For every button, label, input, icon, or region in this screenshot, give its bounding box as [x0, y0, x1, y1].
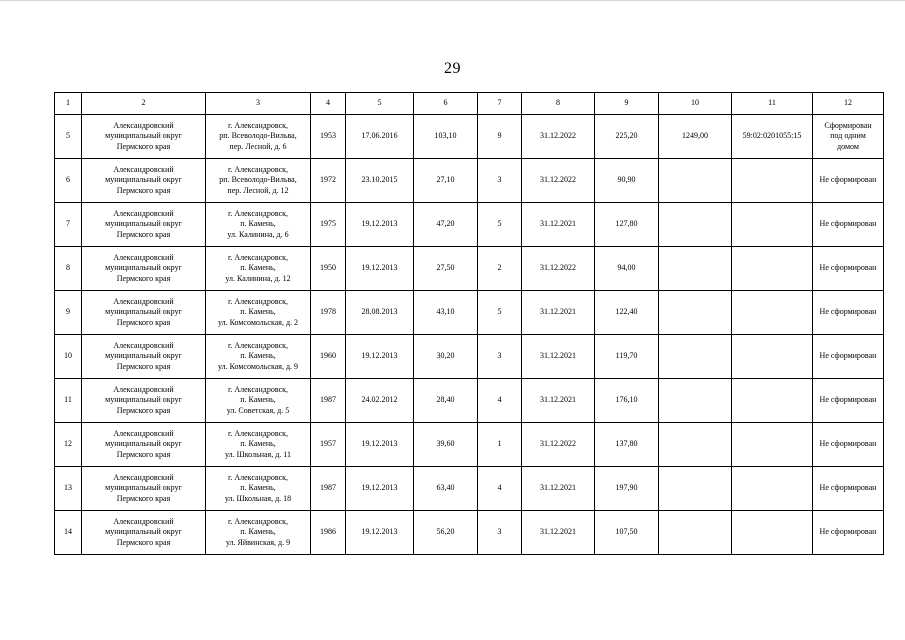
count-cell: 9	[478, 115, 522, 159]
column-header: 5	[346, 93, 414, 115]
table-row	[55, 467, 884, 511]
municipality-cell: Александровский муниципальный округ Пермского края	[82, 291, 206, 335]
col10-cell	[659, 467, 732, 511]
date-cell: 19.12.2013	[346, 511, 414, 555]
address-cell: г. Александровск, п. Камень, ул. Комсомольская, д. 2	[206, 291, 311, 335]
table-row	[55, 115, 884, 159]
deadline-cell: 31.12.2022	[522, 115, 595, 159]
municipality-cell: Александровский муниципальный округ Пермского края	[82, 423, 206, 467]
table-row	[55, 379, 884, 423]
area-cell: 103,10	[414, 115, 478, 159]
municipality-cell: Александровский муниципальный округ Пермского края	[82, 379, 206, 423]
table-row	[55, 423, 884, 467]
row-number: 13	[55, 467, 82, 511]
area-cell: 56,20	[414, 511, 478, 555]
table-row	[55, 511, 884, 555]
count-cell: 1	[478, 423, 522, 467]
column-header: 4	[311, 93, 346, 115]
row-number: 12	[55, 423, 82, 467]
cadastral-cell	[732, 467, 813, 511]
count-cell: 4	[478, 379, 522, 423]
status-cell: Не сформирован	[813, 291, 884, 335]
cadastral-cell	[732, 423, 813, 467]
year-cell: 1972	[311, 159, 346, 203]
area-cell: 27,10	[414, 159, 478, 203]
status-cell: Не сформирован	[813, 511, 884, 555]
column-header: 3	[206, 93, 311, 115]
date-cell: 19.12.2013	[346, 335, 414, 379]
cadastral-cell	[732, 335, 813, 379]
page-number: 29	[444, 60, 461, 77]
date-cell: 19.12.2013	[346, 423, 414, 467]
status-cell: Не сформирован	[813, 247, 884, 291]
count-cell: 5	[478, 291, 522, 335]
area2-cell: 225,20	[595, 115, 659, 159]
deadline-cell: 31.12.2021	[522, 203, 595, 247]
col10-cell	[659, 247, 732, 291]
year-cell: 1957	[311, 423, 346, 467]
count-cell: 3	[478, 159, 522, 203]
municipality-cell: Александровский муниципальный округ Пермского края	[82, 335, 206, 379]
address-cell: г. Александровск, п. Камень, ул. Школьная, д. 11	[206, 423, 311, 467]
status-cell: Не сформирован	[813, 159, 884, 203]
date-cell: 23.10.2015	[346, 159, 414, 203]
deadline-cell: 31.12.2022	[522, 423, 595, 467]
address-cell: г. Александровск, п. Камень, ул. Советская, д. 5	[206, 379, 311, 423]
row-number: 5	[55, 115, 82, 159]
deadline-cell: 31.12.2021	[522, 379, 595, 423]
data-table	[54, 92, 884, 555]
deadline-cell: 31.12.2021	[522, 467, 595, 511]
municipality-cell: Александровский муниципальный округ Пермского края	[82, 159, 206, 203]
deadline-cell: 31.12.2021	[522, 335, 595, 379]
column-header: 12	[813, 93, 884, 115]
status-cell: Не сформирован	[813, 203, 884, 247]
area-cell: 27,50	[414, 247, 478, 291]
address-cell: г. Александровск, п. Камень, ул. Яйвинская, д. 9	[206, 511, 311, 555]
date-cell: 19.12.2013	[346, 203, 414, 247]
date-cell: 24.02.2012	[346, 379, 414, 423]
area-cell: 28,40	[414, 379, 478, 423]
date-cell: 28.08.2013	[346, 291, 414, 335]
year-cell: 1975	[311, 203, 346, 247]
municipality-cell: Александровский муниципальный округ Пермского края	[82, 511, 206, 555]
area-cell: 43,10	[414, 291, 478, 335]
year-cell: 1986	[311, 511, 346, 555]
year-cell: 1987	[311, 379, 346, 423]
address-cell: г. Александровск, п. Камень, ул. Школьная, д. 18	[206, 467, 311, 511]
count-cell: 3	[478, 511, 522, 555]
col10-cell	[659, 335, 732, 379]
row-number: 10	[55, 335, 82, 379]
row-number: 6	[55, 159, 82, 203]
date-cell: 17.06.2016	[346, 115, 414, 159]
status-cell: Не сформирован	[813, 379, 884, 423]
count-cell: 3	[478, 335, 522, 379]
status-cell: Не сформирован	[813, 335, 884, 379]
municipality-cell: Александровский муниципальный округ Пермского края	[82, 247, 206, 291]
cadastral-cell	[732, 247, 813, 291]
deadline-cell: 31.12.2021	[522, 291, 595, 335]
count-cell: 2	[478, 247, 522, 291]
status-cell: Не сформирован	[813, 423, 884, 467]
deadline-cell: 31.12.2021	[522, 511, 595, 555]
area-cell: 47,20	[414, 203, 478, 247]
column-header: 9	[595, 93, 659, 115]
column-header: 1	[55, 93, 82, 115]
date-cell: 19.12.2013	[346, 247, 414, 291]
col10-cell	[659, 159, 732, 203]
area2-cell: 107,50	[595, 511, 659, 555]
row-number: 7	[55, 203, 82, 247]
area2-cell: 119,70	[595, 335, 659, 379]
area2-cell: 90,90	[595, 159, 659, 203]
status-cell: Сформирован под одним домом	[813, 115, 884, 159]
row-number: 9	[55, 291, 82, 335]
table-row	[55, 335, 884, 379]
table-row	[55, 247, 884, 291]
year-cell: 1978	[311, 291, 346, 335]
cadastral-cell: 59:02:0201055:15	[732, 115, 813, 159]
column-header: 6	[414, 93, 478, 115]
year-cell: 1950	[311, 247, 346, 291]
area2-cell: 122,40	[595, 291, 659, 335]
address-cell: г. Александровск, п. Камень, ул. Калинина, д. 6	[206, 203, 311, 247]
column-header: 8	[522, 93, 595, 115]
row-number: 14	[55, 511, 82, 555]
count-cell: 5	[478, 203, 522, 247]
column-header: 2	[82, 93, 206, 115]
cadastral-cell	[732, 511, 813, 555]
address-cell: г. Александровск, п. Камень, ул. Калинина, д. 12	[206, 247, 311, 291]
count-cell: 4	[478, 467, 522, 511]
status-cell: Не сформирован	[813, 467, 884, 511]
top-rule	[0, 0, 905, 1]
year-cell: 1953	[311, 115, 346, 159]
area-cell: 63,40	[414, 467, 478, 511]
municipality-cell: Александровский муниципальный округ Пермского края	[82, 203, 206, 247]
area2-cell: 197,90	[595, 467, 659, 511]
area2-cell: 137,80	[595, 423, 659, 467]
col10-cell	[659, 423, 732, 467]
col10-cell	[659, 203, 732, 247]
row-number: 11	[55, 379, 82, 423]
table-row	[55, 159, 884, 203]
municipality-cell: Александровский муниципальный округ Пермского края	[82, 467, 206, 511]
date-cell: 19.12.2013	[346, 467, 414, 511]
address-cell: г. Александровск, рп. Всеволодо-Вильва, пер. Лесной, д. 12	[206, 159, 311, 203]
cadastral-cell	[732, 159, 813, 203]
col10-cell	[659, 291, 732, 335]
year-cell: 1960	[311, 335, 346, 379]
address-cell: г. Александровск, п. Камень, ул. Комсомольская, д. 9	[206, 335, 311, 379]
column-header: 11	[732, 93, 813, 115]
col10-cell	[659, 511, 732, 555]
area-cell: 39,60	[414, 423, 478, 467]
table-row	[55, 203, 884, 247]
year-cell: 1987	[311, 467, 346, 511]
area2-cell: 176,10	[595, 379, 659, 423]
deadline-cell: 31.12.2022	[522, 159, 595, 203]
area-cell: 30,20	[414, 335, 478, 379]
address-cell: г. Александровск, рп. Всеволодо-Вильва, пер. Лесной, д. 6	[206, 115, 311, 159]
area2-cell: 94,00	[595, 247, 659, 291]
column-header: 10	[659, 93, 732, 115]
cadastral-cell	[732, 379, 813, 423]
area2-cell: 127,80	[595, 203, 659, 247]
deadline-cell: 31.12.2022	[522, 247, 595, 291]
header-row	[55, 93, 884, 115]
cadastral-cell	[732, 203, 813, 247]
table-row	[55, 291, 884, 335]
municipality-cell: Александровский муниципальный округ Пермского края	[82, 115, 206, 159]
col10-cell	[659, 379, 732, 423]
col10-cell: 1249,00	[659, 115, 732, 159]
row-number: 8	[55, 247, 82, 291]
cadastral-cell	[732, 291, 813, 335]
column-header: 7	[478, 93, 522, 115]
